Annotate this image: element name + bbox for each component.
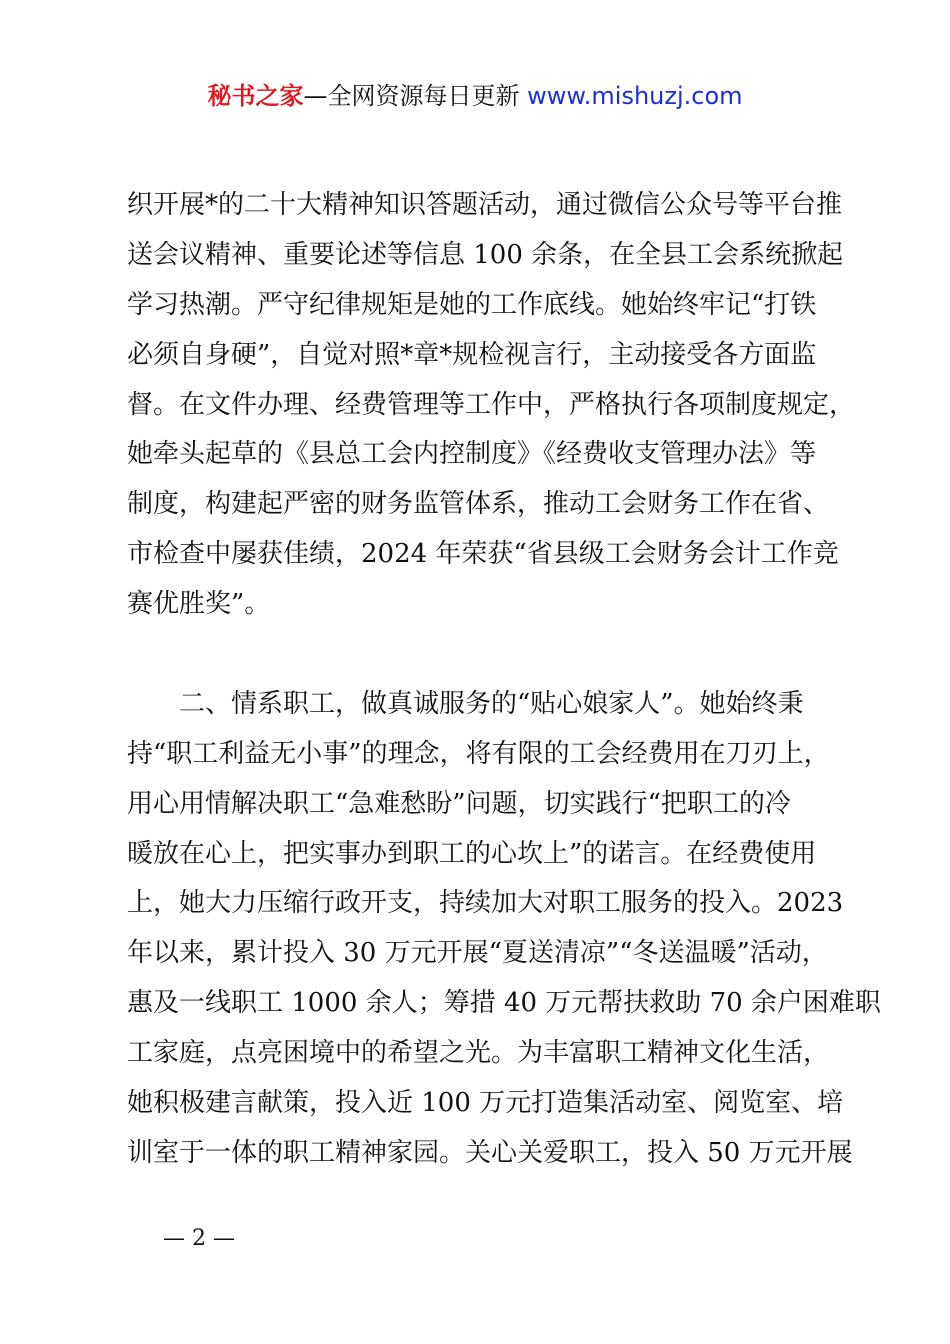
header-brand: 秘书之家 xyxy=(207,82,304,110)
text-line: 她牵头起草的《县总工会内控制度》《经费收支管理办法》等 xyxy=(127,439,817,470)
page-header xyxy=(0,80,950,112)
paragraph-gap xyxy=(127,630,827,680)
text-line: 市检查中屡获佳绩，2024 年荣获“省县级工会财务会计工作竞 xyxy=(127,539,839,570)
text-line: 督。在文件办理、经费管理等工作中，严格执行各项制度规定， xyxy=(127,389,856,420)
header-site-link[interactable]: www.mishuzj.com xyxy=(527,82,743,110)
page-number: — 2 — xyxy=(163,1226,235,1251)
header-slogan: —全网资源每日更新 xyxy=(303,82,520,110)
text-line: 惠及一线职工 1000 余人；筹措 40 万元帮扶救助 70 余户困难职 xyxy=(127,988,881,1019)
text-line: 暖放在心上，把实事办到职工的心坎上”的诺言。在经费使用 xyxy=(127,838,817,869)
text-line: 年以来，累计投入 30 万元开展“夏送清凉”“冬送温暖”活动， xyxy=(127,938,828,969)
text-line: 赛优胜奖”。 xyxy=(127,589,271,620)
text-line: 送会议精神、重要论述等信息 100 余条，在全县工会系统掀起 xyxy=(127,239,844,270)
text-line: 制度，构建起严密的财务监管体系，推动工会财务工作在省、 xyxy=(127,489,830,520)
text-line: 用心用情解决职工“急难愁盼”问题，切实践行“把职工的冷 xyxy=(127,788,791,819)
text-line: 训室于一体的职工精神家园。关心关爱职工，投入 50 万元开展 xyxy=(127,1137,853,1168)
text-line: 她积极建言献策，投入近 100 万元打造集活动室、阅览室、培 xyxy=(127,1088,844,1119)
text-line: 必须自身硬”，自觉对照*章*规检视言行，主动接受各方面监 xyxy=(127,339,817,370)
text-line: 持“职工利益无小事”的理念，将有限的工会经费用在刀刃上， xyxy=(127,738,830,769)
text-line: 二、情系职工，做真诚服务的“贴心娘家人”。她始终秉 xyxy=(127,688,804,719)
text-line: 织开展*的二十大精神知识答题活动，通过微信公众号等平台推 xyxy=(127,190,843,220)
document-body xyxy=(127,181,881,1179)
text-line: 学习热潮。严守纪律规矩是她的工作底线。她始终牢记“打铁 xyxy=(127,289,817,320)
text-line: 工家庭，点亮困境中的希望之光。为丰富职工精神文化生活， xyxy=(127,1038,830,1069)
text-line: 上，她大力压缩行政开支，持续加大对职工服务的投入。2023 xyxy=(127,888,844,919)
